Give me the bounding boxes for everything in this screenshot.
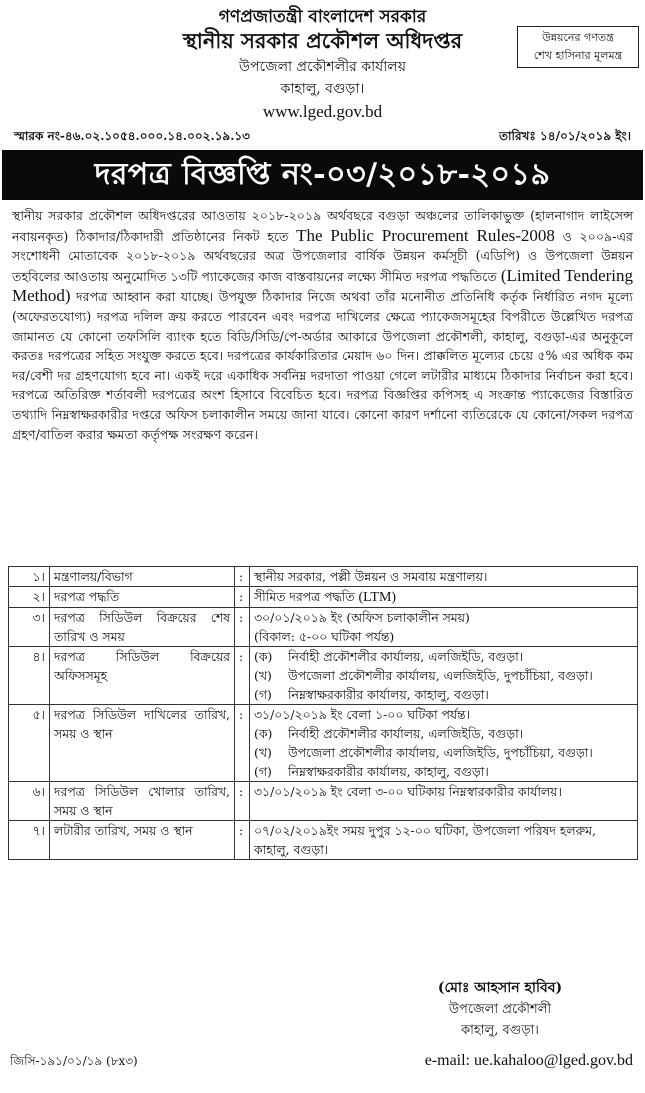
- row-number: ২।: [9, 587, 50, 608]
- row-value: ৩১/০১/২০১৯ ইং বেলা ৩-০০ ঘটিকায় নিম্নস্বারকারীর কার্যালয়।: [250, 782, 638, 821]
- signatory-name: (মোঃ আহসান হাবিব): [437, 980, 563, 996]
- body-part-3: দরপত্র আহ্বান করা যাচ্ছে। উপযুক্ত ঠিকাদার নিজে অথবা তাঁর মনোনীত প্রতিনিধি কর্তৃক নির্ধারিত নগদ মূল্যে (অফেরতযোগ্য) দরপত্র দলিল ক্রয় করতে পারবেন এবং দরপত্র দাখিলের ক্ষেত্রে প্যাকেজসমূহের বিপরীতে উল্লেখিত দরপত্র জামানত যে কোনো তফসিলি ব্যাংক হতে বিডি/সিডি/পে-অর্ডার আকারে উপজেলা প্রকৌশলী, কাহালু, বগুড়া-এর অনুকূলে করতঃ দরপত্রের সহিত সংযুক্ত করতে হবে। দরপত্রের কার্যকারিতার মেয়াদ ৬০ দিন। প্রাক্কলিত মূল্যের চেয়ে ৫% এর অধিক কম দর/বেশী দর গ্রহণযোগ্য হবে না। একই দরে একাধিক সর্বনিম্ন দরদাতা পাওয়া গেলে লটারীর মাধ্যমে ঠিকাদার নির্বাচন করা হবে। দরপত্রে অতিরিক্ত শর্তাবলী দরপত্রের অংশ হিসাবে বিবেচিত হবে। দরপত্র বিজ্ঞপ্তির কপিসহ এ সংক্রান্ত প্যাকেজের বিস্তারিত তথ্যাদি নিম্নস্বাক্ষরকারীর দপ্তরে অফিস চলাকালীন সময়ে জানা যাবে। কোনো কারণ দর্শানো ব্যতিরেকে যে কোনো/সকল দরপত্র গ্রহণ/বাতিল করার ক্ষমতা কর্তৃপক্ষ সংরক্ষণ করেন।: [12, 289, 633, 442]
- tender-details-table: [8, 566, 638, 860]
- office-option: [254, 743, 633, 762]
- option-key: (খ): [254, 745, 272, 760]
- option-key: (খ): [254, 668, 272, 683]
- tendering-method-ref: (Limited Tendering Method): [12, 265, 634, 306]
- body-part-1: স্থানীয় সরকার প্রকৌশল অধিদপ্তরের আওতায় ২০১৮-২০১৯ অর্থবছরে বগুড়া অঞ্চলের তালিকাভুক্ত (হালনাগাদ লাইসেন্স নবায়নকৃত) ঠিকাদার/ঠিকাদারী প্রতিষ্ঠানের নিকট হতে: [12, 208, 633, 244]
- row-label: দরপত্র সিডিউল বিক্রয়ের অফিসসমূহ: [50, 647, 235, 705]
- row-value: [250, 587, 638, 608]
- row-label: দরপত্র পদ্ধতি: [50, 587, 235, 608]
- row-value: ০৭/০২/২০১৯ইং সময় দুপুর ১২-০০ ঘটিকা, উপজেলা পরিষদ হলরুম, কাহালু, বগুড়া।: [250, 821, 638, 860]
- row-number: ১।: [9, 567, 50, 587]
- office-name: উপজেলা প্রকৌশলীর কার্যালয়: [239, 59, 406, 75]
- memo-number: স্মারক নং-৪৬.০২.১০৫৪.০০০.১৪.০০২.১৯.১৩: [14, 129, 250, 143]
- slogan-line-1: উন্নয়নের গণতন্ত্র: [542, 31, 614, 44]
- office-option: [254, 762, 633, 781]
- signature-block: [380, 978, 620, 1041]
- option-text: নিম্নস্বাক্ষরকারীর কার্যালয়, কাহালু, বগুড়া।: [288, 687, 489, 702]
- procurement-rules-ref: The Public Procurement Rules-2008: [296, 225, 555, 245]
- notice-title: দরপত্র বিজ্ঞপ্তি নং-০৩/২০১৮-২০১৯: [2, 150, 643, 200]
- option-key: (গ): [254, 687, 272, 702]
- option-key: (ক): [254, 726, 273, 741]
- option-text: নির্বাহী প্রকৌশলীর কার্যালয়, এলজিইডি, বগুড়া।: [288, 649, 524, 664]
- notice-header: [0, 0, 645, 124]
- row-value: [250, 608, 638, 647]
- slogan-line-2: শেখ হাসিনার মূলমন্ত্র: [533, 49, 623, 62]
- submission-deadline: ৩১/০১/২০১৯ ইং বেলা ১-০০ ঘটিকা পর্যন্ত।: [254, 707, 471, 722]
- email-link[interactable]: e-mail: ue.kahaloo@lged.gov.bd: [424, 1052, 633, 1069]
- table-row: [9, 821, 638, 860]
- row-label: মন্ত্রণালয়/বিভাগ: [50, 567, 235, 587]
- office-option: [254, 724, 633, 743]
- option-text: উপজেলা প্রকৌশলীর কার্যালয়, এলজিইডি, দুপচাঁচিয়া, বগুড়া।: [288, 745, 593, 760]
- signatory-designation: উপজেলা প্রকৌশলী: [448, 1002, 552, 1017]
- row-number: ৬।: [9, 782, 50, 821]
- row-label: দরপত্র সিডিউল দাখিলের তারিখ, সময় ও স্থান: [50, 705, 235, 782]
- government-name: গণপ্রজাতন্ত্রী বাংলাদেশ সরকার: [218, 7, 427, 27]
- table-row: [9, 782, 638, 821]
- row-label: লটারীর তারিখ, সময় ও স্থান: [50, 821, 235, 860]
- notice-body: [0, 200, 645, 562]
- row-label: দরপত্র সিডিউল খোলার তারিখ, সময় ও স্থান: [50, 782, 235, 821]
- table-row: [9, 705, 638, 782]
- department-name: স্থানীয় সরকার প্রকৌশল অধিদপ্তর: [182, 28, 463, 53]
- notice-footer: [10, 1052, 633, 1073]
- option-text: নিম্নস্বাক্ষরকারীর কার্যালয়, কাহালু, বগুড়া।: [288, 764, 489, 779]
- sale-deadline: ৩০/০১/২০১৯ ইং (অফিস চলাকালীন সময়): [254, 610, 470, 625]
- row-number: ৫।: [9, 705, 50, 782]
- option-key: (ক): [254, 649, 273, 664]
- table-row: [9, 567, 638, 587]
- notice-date: তারিখঃ ১৪/০১/২০১৯ ইং।: [499, 129, 631, 143]
- slogan-box: [517, 26, 639, 68]
- row-number: ৩।: [9, 608, 50, 647]
- office-option: [254, 647, 633, 666]
- notice-code: জিসি-১৯১/০১/১৯ (৮x৩): [10, 1054, 138, 1068]
- row-colon: :: [235, 782, 250, 821]
- table-row: [9, 608, 638, 647]
- row-colon: :: [235, 705, 250, 782]
- sale-deadline-time: (বিকাল: ৫-০০ ঘটিকা পর্যন্ত): [254, 629, 395, 644]
- row-colon: :: [235, 608, 250, 647]
- option-text: উপজেলা প্রকৌশলীর কার্যালয়, এলজিইডি, দুপচাঁচিয়া, বগুড়া।: [288, 668, 593, 683]
- row-number: ৪।: [9, 647, 50, 705]
- row-colon: :: [235, 647, 250, 705]
- office-location: কাহালু, বগুড়া।: [280, 81, 365, 97]
- table-row: [9, 587, 638, 608]
- method-code: (LTM): [358, 590, 397, 605]
- row-colon: :: [235, 587, 250, 608]
- row-value: স্থানীয় সরকার, পল্লী উন্নয়ন ও সমবায় মন্ত্রণালয়।: [250, 567, 638, 587]
- signatory-location: কাহালু, বগুড়া।: [461, 1023, 539, 1038]
- row-label: দরপত্র সিডিউল বিক্রয়ের শেষ তারিখ ও সময়: [50, 608, 235, 647]
- method-text: সীমিত দরপত্র পদ্ধতি: [254, 589, 355, 604]
- office-option: [254, 666, 633, 685]
- website-link[interactable]: www.lged.gov.bd: [262, 102, 383, 121]
- option-key: (গ): [254, 764, 272, 779]
- option-text: নির্বাহী প্রকৌশলীর কার্যালয়, এলজিইডি, বগুড়া।: [288, 726, 524, 741]
- row-value: [250, 647, 638, 705]
- table-row: [9, 647, 638, 705]
- row-value: [250, 705, 638, 782]
- office-option: [254, 685, 633, 704]
- row-number: ৭।: [9, 821, 50, 860]
- reference-line: [0, 124, 645, 148]
- body-part-2: ও ২০০৯-এর সংশোধনী মোতাবেক ২০১৮-২০১৯ অর্থবছরের অত্র উপজেলার বার্ষিক উন্নয়ন কর্মসূচী (এডিপি) ও উপজেলা উন্নয়ন তহবিলের আওতায় অনুমোদিত ১৩টি প্যাকেজের কাজ বাস্তবায়নের লক্ষ্যে সীমিত দরপত্র পদ্ধতিতে: [12, 228, 633, 284]
- row-colon: :: [235, 821, 250, 860]
- row-colon: :: [235, 567, 250, 587]
